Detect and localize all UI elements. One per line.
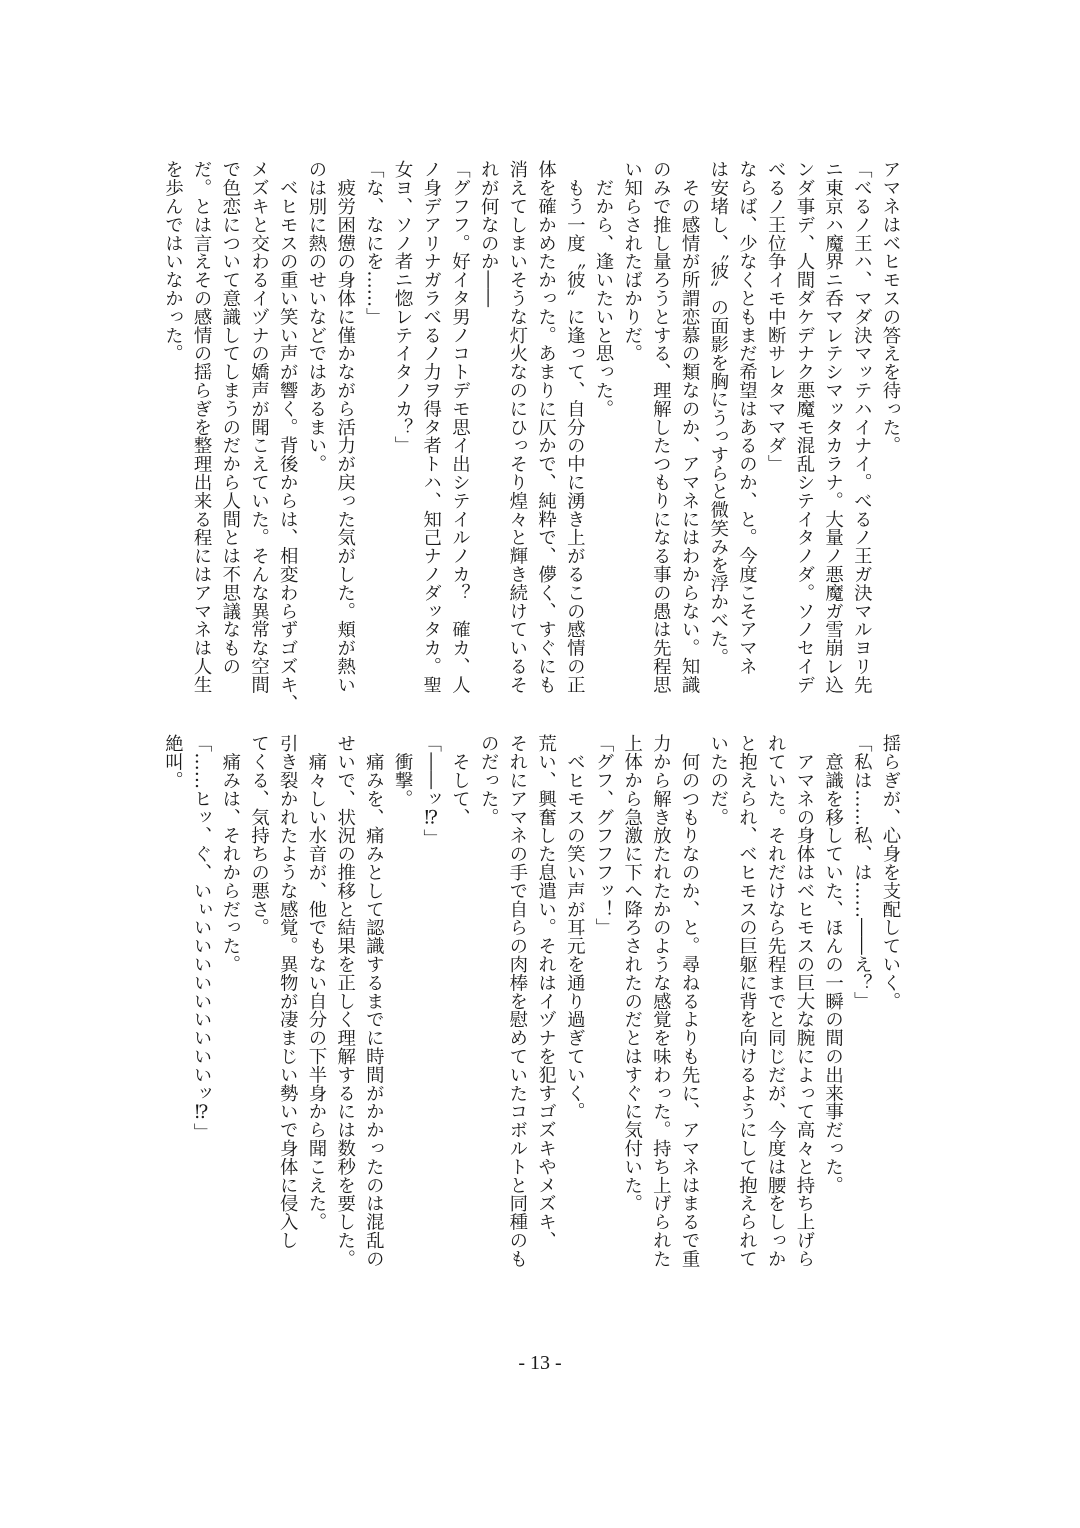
text-column: のみで推し量ろうとする、理解したつもりになる事の愚は先程思 [650,160,672,694]
text-column: その感情が所謂恋慕の類なのか、アマネにはわからない。知識 [679,160,701,694]
text-column: 「べるノ王ハ、マダ決マッテハイナイ。べるノ王ガ決マルヨリ先 [851,160,873,694]
text-column: だ。とは言えその感情の揺らぎを整理出来る程にはアマネは人生 [191,160,213,694]
text-column: 衝撃。 [392,734,414,808]
text-block-lower [158,734,904,1294]
text-column: 揺らぎが、心身を支配していく。 [880,734,901,1010]
text-column: それにアマネの手で自らの肉棒を慰めていたコボルトと同種のも [506,734,528,1268]
text-column: ベヒモスの重い笑い声が響く。背後からは、相変わらずゴズキ、 [277,160,299,712]
text-column: メズキと交わるイヅナの嬌声が聞こえていた。そんな異常な空間 [248,160,270,694]
text-column: ならば、少なくともまだ希望はあるのか、と。今度こそアマネ [736,160,758,676]
text-column: 意識を移していた、ほんの一瞬の間の出来事だった。 [822,734,844,1194]
text-column: のは別に熱のせいなどではあるまい。 [305,160,327,473]
text-column: せいで、状況の推移と結果を正しく理解するには数秒を要した。 [334,734,356,1268]
text-column: 消えてしまいそうな灯火なのにひっそり煌々と輝き続けているそ [506,160,528,694]
text-column: 女ヨ、ソノ者ニ惚レテイタノカ？」 [392,160,414,455]
text-column: 「――ッ⁉」 [420,734,442,847]
text-column: 「グフフ。好イタ男ノコトデモ思イ出シテイルノカ？ 確カ、人 [449,160,471,694]
text-column: のだった。 [478,734,500,826]
text-column: 引き裂かれたような感覚。異物が凄まじい勢いで身体に侵入し [277,734,299,1250]
text-column: てくる、気持ちの悪さ。 [248,734,270,937]
text-column: いたのだ。 [707,734,729,826]
text-column: アマネの身体はベヒモスの巨大な腕によって高々と持ち上げら [793,734,815,1268]
text-block-upper [158,160,904,720]
text-column: 「……ヒッ、ぐ、いぃいいいいいいいいいッ⁉」 [191,734,213,1142]
text-column: れが何なのか―― [478,160,500,308]
text-column: もう一度〝彼〟に逢って、自分の中に湧き上がるこの感情の正 [564,160,586,694]
text-column: い知らされたばかりだ。 [621,160,643,363]
text-column: 痛々しい水音が、他でもない自分の下半身から聞こえた。 [305,734,327,1231]
text-column: 荒い、興奮した息遣い。それはイヅナを犯すゴズキやメズキ、 [535,734,557,1250]
text-column: アマネはベヒモスの答えを待った。 [880,160,901,455]
text-column: は安堵し、〝彼〟の面影を胸にうっすらと微笑みを浮かべた。 [707,160,729,666]
text-column: ノ身デアリナガラべるノ力ヲ得タ者トハ、知己ナノダッタカ。聖 [420,160,442,694]
text-column: ベヒモスの笑い声が耳元を通り過ぎていく。 [564,734,586,1121]
page-number: - 13 - [518,1352,562,1374]
text-column: 絶叫。 [162,734,184,790]
text-column: 疲労困憊の身体に僅かながら活力が戻った気がした。頬が熱い [334,160,356,694]
text-column: れていた。それだけなら先程までと同じだが、今度は腰をしっか [765,734,787,1268]
text-column: 何のつもりなのか、と。尋ねるよりも先に、アマネはまるで重 [679,734,701,1268]
text-column: を歩んではいなかった。 [162,160,184,363]
text-column: 「私は……私、は……――え？」 [851,734,873,1010]
text-column: 痛みは、それからだった。 [219,734,241,974]
text-column: ンダ事デ、人間ダケデナク悪魔モ混乱シテイタノダ。ソノセイデ [793,160,815,694]
text-column: 「グフ、グフフフッ！」 [592,734,614,937]
text-column: だから、逢いたいと思った。 [592,160,614,418]
text-column: 力から解き放たれたかのような感覚を味わった。持ち上げられた [650,734,672,1268]
text-column: 上体から急激に下へ降ろされたのだとはすぐに気付いた。 [621,734,643,1213]
text-column: 体を確かめたかった。あまりに仄かで、純粋で、儚く、すぐにも [535,160,557,694]
text-column: 「な、なにを……」 [363,160,385,326]
text-column: で色恋について意識してしまうのだから人間とは不思議なもの [219,160,241,676]
text-column: そして、 [449,734,471,826]
text-column: ニ東京ハ魔界ニ呑マレテシマッタカラナ。大量ノ悪魔ガ雪崩レ込 [822,160,844,694]
text-column: と抱えられ、ベヒモスの巨躯に背を向けるようにして抱えられて [736,734,758,1268]
text-column: べるノ王位争イモ中断サレタママダ」 [765,160,787,473]
text-column: 痛みを、痛みとして認識するまでに時間がかかったのは混乱の [363,734,385,1268]
